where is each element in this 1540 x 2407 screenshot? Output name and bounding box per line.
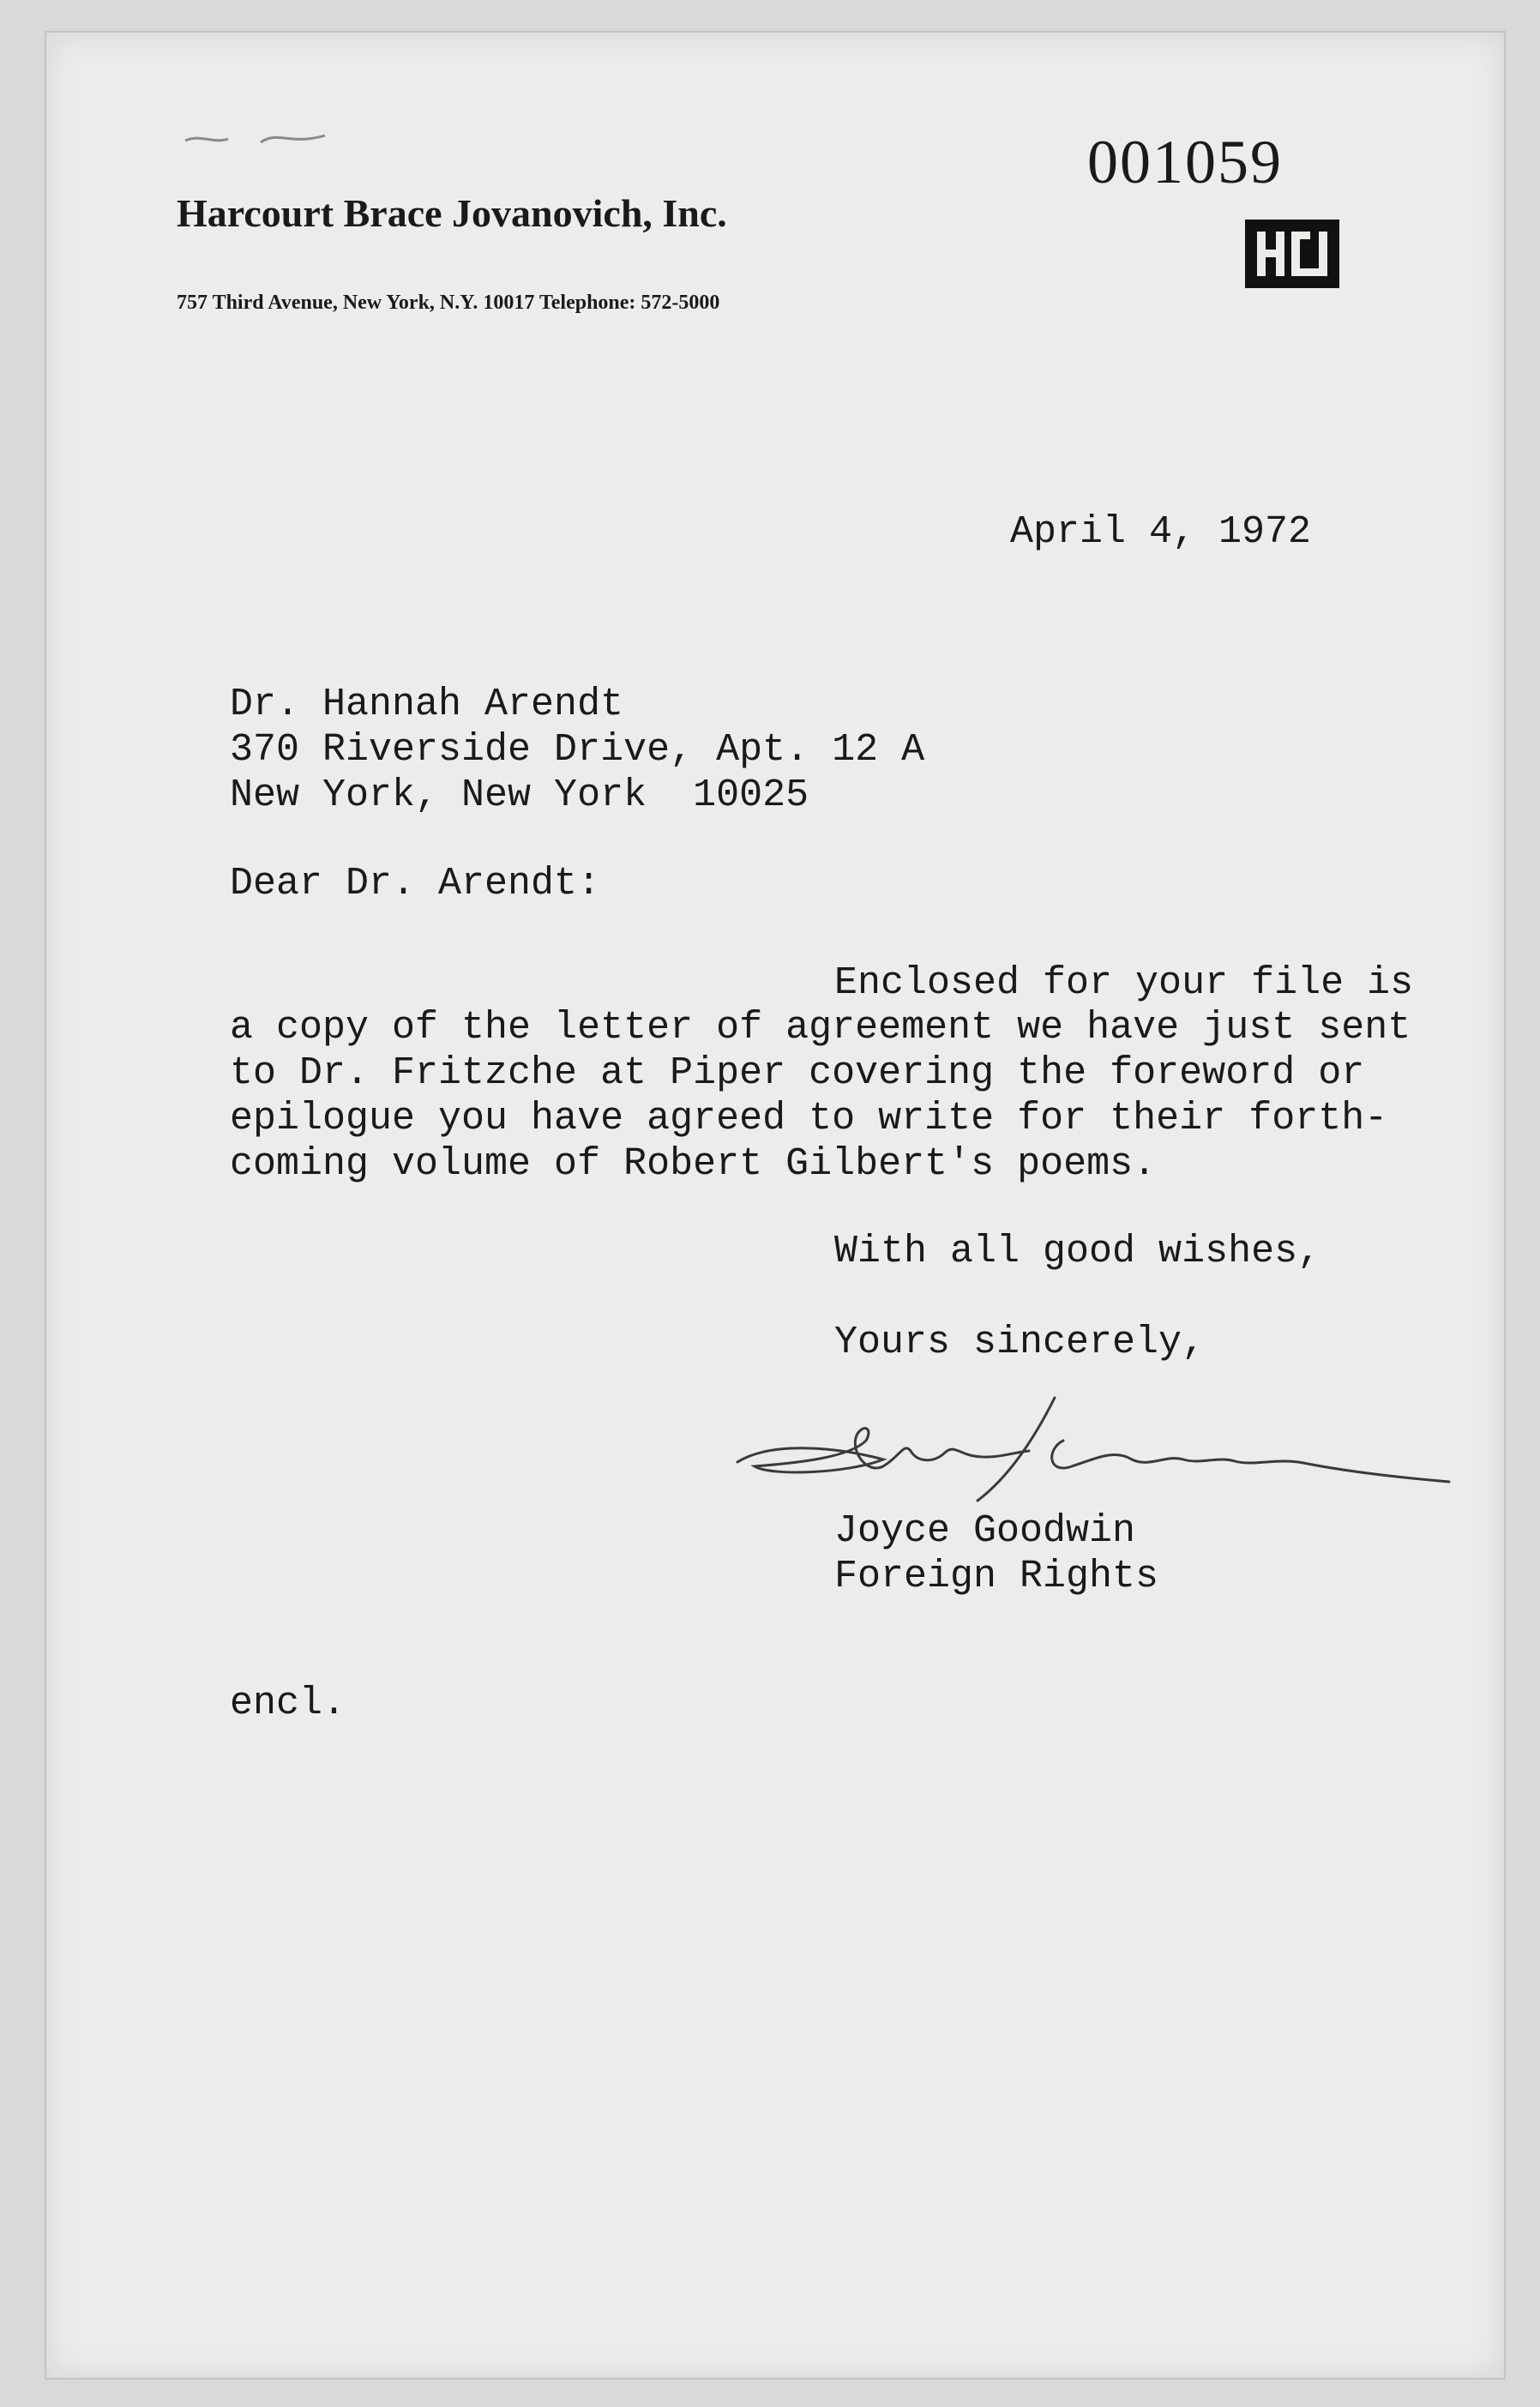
pencil-mark — [183, 125, 329, 151]
letter-page — [45, 31, 1506, 2380]
handwritten-signature — [720, 1381, 1458, 1509]
body-line: coming volume of Robert Gilbert's poems. — [230, 1142, 1157, 1186]
body-line: epilogue you have agreed to write for their forth- — [230, 1097, 1388, 1140]
company-name: Harcourt Brace Jovanovich, Inc. — [177, 191, 727, 235]
recipient-line: Dr. Hannah Arendt — [230, 683, 624, 726]
letter-body — [230, 1005, 1411, 1187]
enclosure-note: encl. — [230, 1682, 346, 1725]
letter-date: April 4, 1972 — [1010, 510, 1312, 554]
closing: With all good wishes, — [834, 1230, 1321, 1273]
body-line: a copy of the letter of agreement we have just sent — [230, 1006, 1411, 1050]
body-first-line: Enclosed for your file is — [834, 961, 1414, 1005]
document-number: 001059 — [1087, 128, 1283, 196]
signer-name: Joyce Goodwin — [834, 1509, 1136, 1553]
hbj-logo-icon — [1245, 220, 1339, 288]
recipient-line: 370 Riverside Drive, Apt. 12 A — [230, 728, 925, 772]
sign-off: Yours sincerely, — [834, 1321, 1206, 1364]
salutation: Dear Dr. Arendt: — [230, 862, 601, 906]
recipient-address — [230, 682, 924, 818]
signer-block — [834, 1508, 1158, 1599]
recipient-line: New York, New York 10025 — [230, 773, 809, 817]
signer-title: Foreign Rights — [834, 1555, 1159, 1598]
company-address: 757 Third Avenue, New York, N.Y. 10017 Telephone: 572-5000 — [177, 292, 720, 314]
body-line: to Dr. Fritzche at Piper covering the foreword or — [230, 1051, 1365, 1095]
